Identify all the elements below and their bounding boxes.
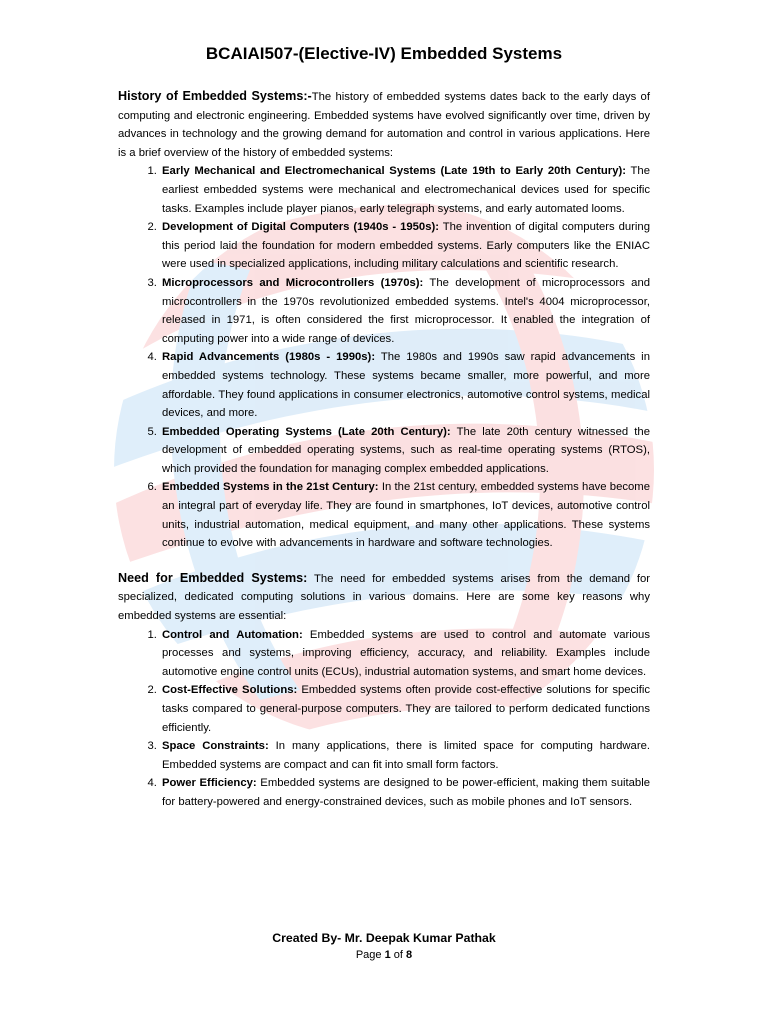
- page-title: BCAIAI507-(Elective-IV) Embedded Systems: [205, 44, 563, 63]
- list-item-term: Early Mechanical and Electromechanical Systems (Late 19th to Early 20th Century):: [162, 165, 627, 178]
- page-number: [0, 947, 768, 964]
- page-of: of: [390, 949, 407, 961]
- history-list: [118, 162, 650, 552]
- list-item: [160, 681, 650, 737]
- list-item-term: Control and Automation:: [162, 628, 303, 641]
- history-intro-text: The history of embedded systems dates back to the early days of computing and electronic engineering. Embedded systems have evolved significantly over time, driven by advances in technology and the growing demand for automation and control in various applications. Here is a brief overview of the history of embedded systems:: [118, 91, 650, 159]
- list-item-text: The 1980s and 1990s saw rapid advancements in embedded systems technology. These systems became smaller, more powerful, and more affordable. They found applications in consumer electronics, automotive control systems, medical devices, and more.: [162, 351, 650, 420]
- list-item: [160, 774, 650, 811]
- list-item-term: Space Constraints:: [162, 740, 269, 753]
- list-item-term: Microprocessors and Microcontrollers (1970s):: [162, 276, 424, 289]
- list-item-term: Cost-Effective Solutions:: [162, 684, 298, 697]
- list-item: [160, 218, 650, 274]
- page-total: 8: [406, 949, 413, 961]
- list-item-text: In the 21st century, embedded systems have become an integral part of everyday life. They are found in smartphones, IoT devices, automotive control units, industrial automation, medical equipment, and many other applications. These systems continue to evolve with advancements in hardware and software technologies.: [162, 481, 650, 550]
- list-item-text: The late 20th century witnessed the development of embedded operating systems, such as real-time operating systems (RTOS), which provided the foundation for managing complex embedded applications.: [162, 425, 650, 475]
- list-item-term: Power Efficiency:: [162, 777, 257, 790]
- list-item: [160, 162, 650, 218]
- list-item-text: The earliest embedded systems were mechanical and electromechanical devices used for specific tasks. Examples include player pianos, early telegraph systems, and early automated looms.: [162, 165, 650, 215]
- history-intro-paragraph: [118, 87, 650, 162]
- author-credit: Created By- Mr. Deepak Kumar Pathak: [272, 931, 496, 945]
- list-item-term: Rapid Advancements (1980s - 1990s):: [162, 351, 376, 364]
- list-item-text: The development of microprocessors and microcontrollers in the 1970s revolutionized embedded systems. Intel's 4004 microprocessor, released in 1971, is often considered the first microprocessor. It enabled the integration of computing power into a wide range of devices.: [162, 276, 651, 345]
- need-heading: Need for Embedded Systems:: [118, 570, 308, 585]
- page-footer: [0, 930, 768, 964]
- list-item: [160, 737, 650, 774]
- list-item: [160, 478, 650, 552]
- list-item-term: Development of Digital Computers (1940s - 1950s):: [162, 221, 440, 234]
- list-item-text: The invention of digital computers during this period laid the foundation for modern embedded systems. Early computers like the ENIAC were used in specialized applications, including military calculations and scientific research.: [162, 221, 650, 271]
- list-item-term: Embedded Systems in the 21st Century:: [162, 481, 379, 494]
- list-item: [160, 626, 650, 682]
- list-item-text: In many applications, there is limited space for computing hardware. Embedded systems are compact and can fit into small form factors.: [162, 740, 651, 771]
- need-intro-text: The need for embedded systems arises from the demand for specialized, dedicated computing solutions in various domains. Here are some key reasons why embedded systems are essential:: [118, 572, 651, 623]
- list-item: [160, 423, 650, 479]
- list-item-text: Embedded systems often provide cost-effective solutions for specific tasks compared to general-purpose computers. They are tailored to perform dedicated functions efficiently.: [162, 684, 650, 734]
- history-heading: History of Embedded Systems:-: [118, 89, 312, 103]
- need-list: [118, 626, 650, 812]
- page-prefix: Page: [355, 949, 385, 961]
- need-intro-paragraph: [118, 569, 650, 626]
- document-body: [118, 87, 650, 812]
- page-current: 1: [384, 949, 391, 961]
- list-item-text: Embedded systems are used to control and automate various processes and systems, improving efficiency, accuracy, and reliability. Examples include automotive engine control units (ECUs), industrial automation systems, and smart home devices.: [162, 628, 650, 678]
- list-item: [160, 274, 650, 348]
- list-item: [160, 348, 650, 422]
- list-item-term: Embedded Operating Systems (Late 20th Century):: [162, 425, 451, 438]
- list-item-text: Embedded systems are designed to be power-efficient, making them suitable for battery-powered and energy-constrained devices, such as mobile phones and IoT sensors.: [162, 777, 650, 808]
